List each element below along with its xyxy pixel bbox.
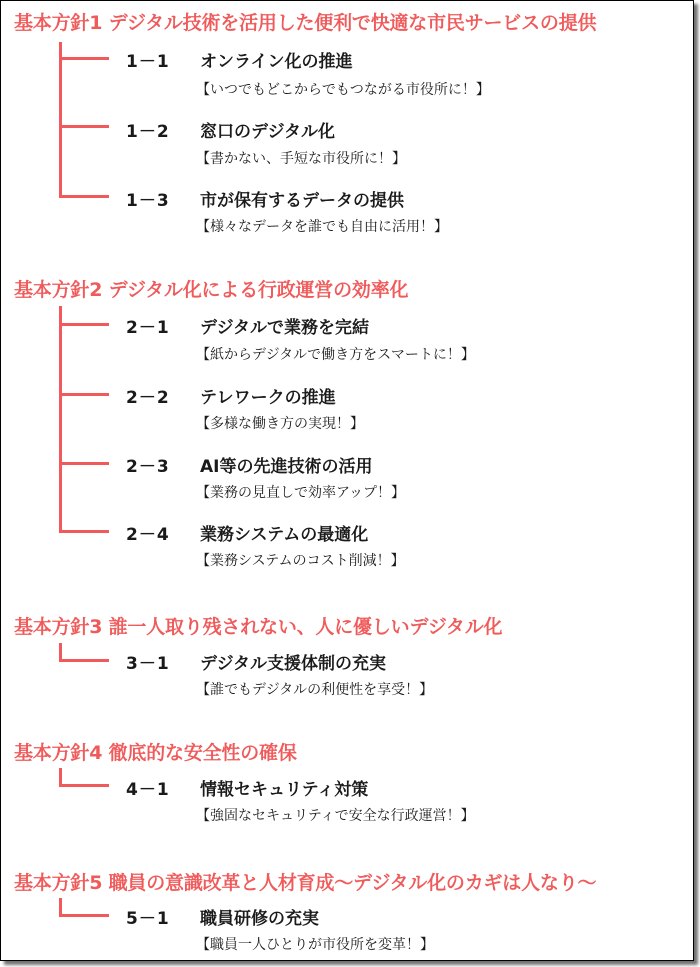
item-2-4-title: 業務システムの最適化 xyxy=(200,525,369,545)
branch-4-1 xyxy=(59,784,109,787)
item-2-2-number: 2－2 xyxy=(126,388,170,408)
item-2-1-number: 2－1 xyxy=(126,318,170,338)
item-1-3-title: 市が保有するデータの提供 xyxy=(200,191,404,211)
item-4-1-desc: 【強固なセキュリティで安全な行政運営！】 xyxy=(196,808,475,824)
item-5-1-desc: 【職員一人ひとりが市役所を変革！】 xyxy=(196,937,434,953)
branch-2-3 xyxy=(59,462,109,465)
item-2-4-desc: 【業務システムのコスト削減！】 xyxy=(196,553,405,569)
branch-1-2 xyxy=(59,125,109,128)
item-3-1-desc: 【誰でもデジタルの利便性を享受！】 xyxy=(196,682,434,698)
item-2-3-number: 2－3 xyxy=(126,457,170,477)
policy-1-title: 基本方針1 デジタル技術を活用した便利で快適な市民サービスの提供 xyxy=(14,12,597,34)
item-1-2-number: 1－2 xyxy=(126,122,170,142)
item-1-3-number: 1－3 xyxy=(126,191,170,211)
policy-4-title: 基本方針4 徹底的な安全性の確保 xyxy=(14,742,297,764)
policy-2-connector xyxy=(59,306,62,533)
branch-2-1 xyxy=(59,323,109,326)
item-5-1-number: 5－1 xyxy=(126,909,170,929)
item-5-1-title: 職員研修の充実 xyxy=(200,909,319,929)
item-1-2-desc: 【書かない、手短な市役所に！】 xyxy=(196,151,406,167)
branch-3-1 xyxy=(59,659,109,662)
item-2-2-desc: 【多様な働き方の実現！】 xyxy=(196,416,364,432)
item-2-4-number: 2－4 xyxy=(126,525,170,545)
branch-1-3 xyxy=(59,195,109,198)
branch-5-1 xyxy=(59,914,109,917)
item-2-2-title: テレワークの推進 xyxy=(200,388,336,408)
item-2-1-desc: 【紙からデジタルで働き方をスマートに！】 xyxy=(196,347,475,363)
item-4-1-number: 4－1 xyxy=(126,780,170,800)
item-1-1-title: オンライン化の推進 xyxy=(200,52,353,72)
item-3-1-title: デジタル支援体制の充実 xyxy=(200,654,386,674)
item-3-1-number: 3－1 xyxy=(126,654,170,674)
branch-2-4 xyxy=(59,530,109,533)
branch-2-2 xyxy=(59,393,109,396)
policy-2-title: 基本方針2 デジタル化による行政運営の効率化 xyxy=(14,279,409,301)
item-1-2-title: 窓口のデジタル化 xyxy=(200,122,335,142)
item-1-1-number: 1－1 xyxy=(126,52,170,72)
item-2-3-title: AI等の先進技術の活用 xyxy=(200,457,373,477)
item-4-1-title: 情報セキュリティ対策 xyxy=(200,780,369,800)
branch-1-1 xyxy=(59,57,109,60)
policy-5-title: 基本方針5 職員の意識改革と人材育成～デジタル化のカギは人なり～ xyxy=(14,872,597,894)
item-1-3-desc: 【様々なデータを誰でも自由に活用！】 xyxy=(196,219,448,235)
item-2-3-desc: 【業務の見直しで効率アップ！】 xyxy=(196,485,406,501)
item-1-1-desc: 【いつでもどこからでもつながる市役所に！】 xyxy=(196,82,490,98)
policy-3-title: 基本方針3 誰一人取り残されない、人に優しいデジタル化 xyxy=(14,616,503,638)
policy-1-connector xyxy=(59,42,62,198)
item-2-1-title: デジタルで業務を完結 xyxy=(200,318,369,338)
